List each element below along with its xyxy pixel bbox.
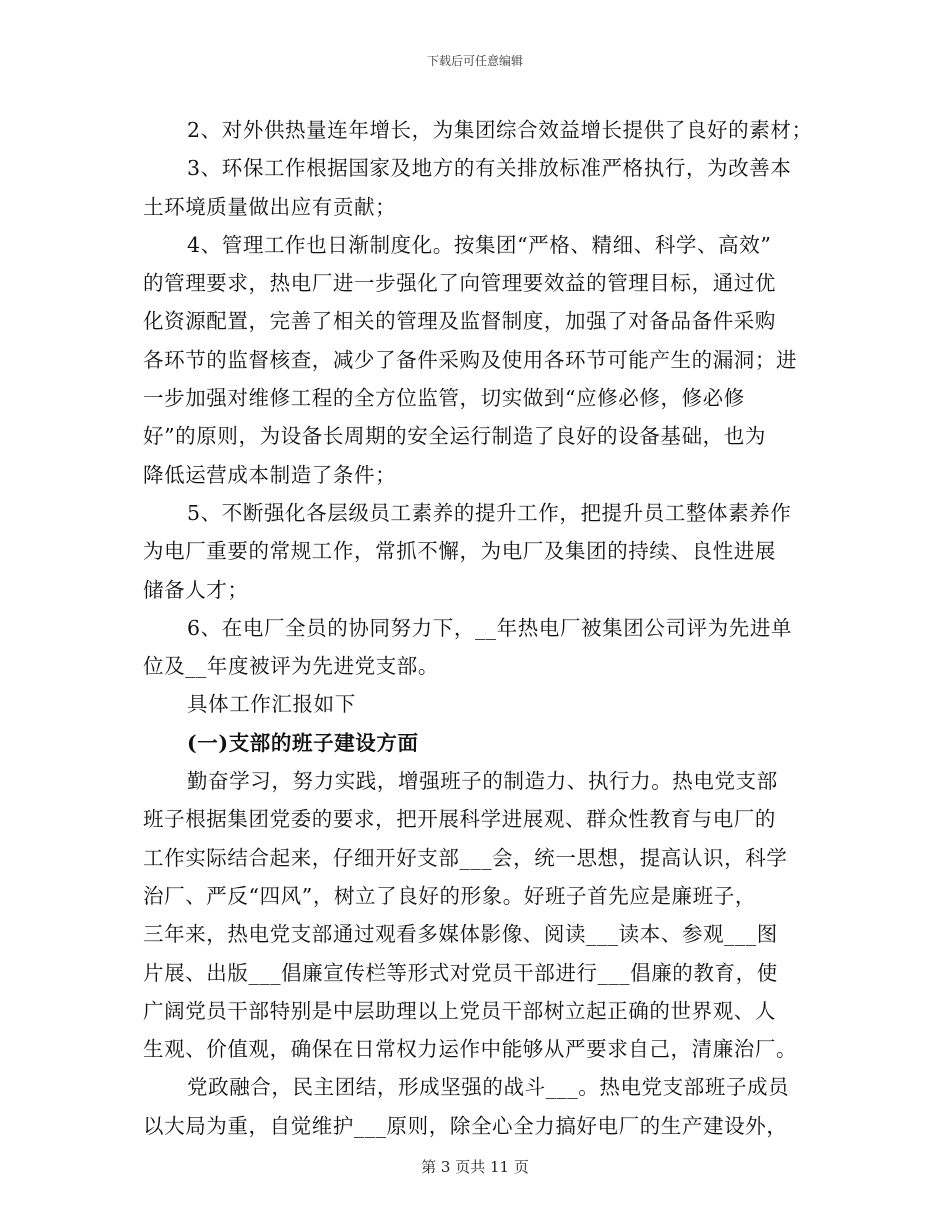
text-line: 三年来，热电党支部通过观看多媒体影像、阅读___读本、参观___图 <box>143 922 778 947</box>
text-line: 好”的原则，为设备长周期的安全运行制造了良好的设备基础，也为 <box>143 424 766 449</box>
text-line: 治厂、严反“四风”，树立了良好的形象。好班子首先应是廉班子， <box>143 883 756 908</box>
text-line: 储备人才； <box>143 577 249 602</box>
text-line: 土环境质量做出应有贡献； <box>143 194 397 219</box>
text-line: 为电厂重要的常规工作，常抓不懈，为电厂及集团的持续、良性进展 <box>143 539 776 564</box>
text-line: 2、对外供热量连年增长，为集团综合效益增长提供了良好的素材； <box>187 118 813 142</box>
text-line: 片展、出版___倡廉宣传栏等形式对党员干部进行___倡廉的教育，使 <box>143 960 778 985</box>
text-line: 生观、价值观，确保在日常权力运作中能够从严要求自己，清廉治厂。 <box>143 1037 798 1062</box>
text-line: 的管理要求，热电厂进一步强化了向管理要效益的管理目标，通过优 <box>143 271 776 296</box>
page-footer: 第 3 页共 11 页 <box>421 1158 529 1176</box>
text-line: 班子根据集团党委的要求，把开展科学进展观、群众性教育与电厂的 <box>143 807 776 832</box>
text-line: 以大局为重，自觉维护___原则，除全心全力搞好电厂的生产建设外， <box>143 1113 788 1138</box>
text-line: 5、不断强化各层级员工素养的提升工作，把提升员工整体素养作 <box>187 500 792 525</box>
text-line: 广阔党员干部特别是中层助理以上党员干部树立起正确的世界观、人 <box>143 998 776 1023</box>
text-line: 勤奋学习，努力实践，增强班子的制造力、执行力。热电党支部 <box>187 769 778 794</box>
text-line: 一步加强对维修工程的全方位监管，切实做到“应修必修，修必修 <box>143 386 745 411</box>
text-line: 党政融合，民主团结，形成坚强的战斗___。热电党支部班子成员 <box>187 1075 790 1100</box>
page-header: 下载后可任意编辑 <box>426 54 523 68</box>
text-line: 工作实际结合起来，仔细开好支部___会，统一思想，提高认识，科学 <box>143 845 788 870</box>
text-line: 降低运营成本制造了条件； <box>143 462 397 487</box>
text-line: 4、管理工作也日渐制度化。按集团“严格、精细、科学、高效” <box>187 232 772 257</box>
text-line: 位及__年度被评为先进党支部。 <box>143 654 439 679</box>
section-heading: (一)支部的班子建设方面 <box>187 730 419 755</box>
text-line: 化资源配置，完善了相关的管理及监督制度，加强了对备品备件采购 <box>143 309 776 334</box>
text-line: 具体工作汇报如下 <box>187 692 356 717</box>
text-line: 6、在电厂全员的协同努力下，__年热电厂被集团公司评为先进单 <box>187 615 793 640</box>
document-body <box>143 111 823 1145</box>
text-line: 各环节的监督核查，减少了备件采购及使用各环节可能产生的漏洞；进 <box>143 347 798 372</box>
text-line: 3、环保工作根据国家及地方的有关排放标准严格执行，为改善本 <box>187 156 792 181</box>
